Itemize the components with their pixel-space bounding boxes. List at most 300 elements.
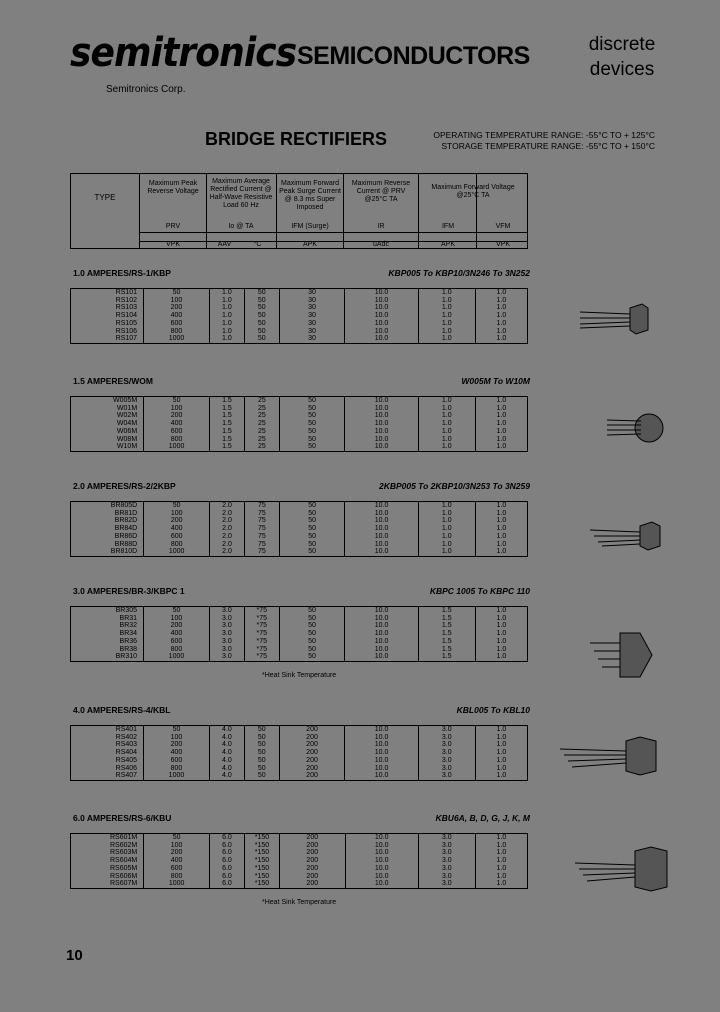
table-cell: 10.0 xyxy=(345,541,418,549)
table-cell: 6.0 xyxy=(209,857,244,865)
table-cell: *75 xyxy=(244,653,279,661)
table-cell: 50 xyxy=(279,533,345,541)
table-cell: 10.0 xyxy=(345,405,418,413)
table-cell: 50 xyxy=(144,834,210,842)
io-header: Maximum Average Rectified Current @ Half-Wave Resistive Load 60 Hz xyxy=(209,178,273,209)
table-cell: 50 xyxy=(244,757,279,765)
table-cell: 800 xyxy=(144,541,210,549)
table-cell: 3.0 xyxy=(418,865,475,873)
table-row xyxy=(71,428,528,436)
table-row xyxy=(71,541,528,549)
table-cell: 3.0 xyxy=(209,607,244,615)
table-cell: 10.0 xyxy=(345,765,418,773)
table-cell: RS606M xyxy=(71,873,144,881)
table-cell: *150 xyxy=(244,842,279,850)
table-cell: 4.0 xyxy=(209,772,244,780)
table-cell: 600 xyxy=(144,533,210,541)
table-cell: RS403 xyxy=(71,741,144,749)
table-cell: RS103 xyxy=(71,304,144,312)
table-cell: RS106 xyxy=(71,328,144,336)
table-cell: 75 xyxy=(245,541,280,549)
table-cell: 75 xyxy=(245,533,280,541)
table-cell: 1.5 xyxy=(210,428,245,436)
table-cell: 1.0 xyxy=(418,335,475,343)
kbu-package-icon xyxy=(575,845,675,895)
table-cell: 1.0 xyxy=(418,397,475,405)
table-row xyxy=(71,607,528,615)
table-row xyxy=(71,741,528,749)
table-cell: 1.0 xyxy=(418,412,475,420)
table-cell: 6.0 xyxy=(209,842,244,850)
table-cell: 10.0 xyxy=(345,646,418,654)
table-cell: 100 xyxy=(144,510,210,518)
section-part-numbers: KBU6A, B, D, G, J, K, M xyxy=(435,813,530,823)
table-cell: 10.0 xyxy=(345,842,418,850)
table-cell: RS406 xyxy=(71,765,144,773)
table-cell: 50 xyxy=(244,726,279,734)
table-cell: 1.0 xyxy=(418,541,475,549)
table-cell: 1.0 xyxy=(475,615,527,623)
table-cell: 600 xyxy=(144,638,210,646)
table-cell: 3.0 xyxy=(209,653,244,661)
table-cell: 200 xyxy=(279,880,345,888)
table-cell: 10.0 xyxy=(345,615,418,623)
table-cell: 50 xyxy=(279,653,345,661)
table-cell: *150 xyxy=(244,834,279,842)
table-cell: 25 xyxy=(244,428,279,436)
section-title: 3.0 AMPERES/BR-3/KBPC 1 xyxy=(73,586,185,596)
table-cell: 100 xyxy=(144,615,210,623)
table-cell: 1.0 xyxy=(475,622,527,630)
table-cell: 2.0 xyxy=(210,517,245,525)
table-cell: 2.0 xyxy=(210,548,245,556)
table-cell: 50 xyxy=(244,328,279,336)
table-cell: 3.0 xyxy=(209,615,244,623)
table-cell: BR34 xyxy=(71,630,144,638)
table-cell: 1.0 xyxy=(418,525,475,533)
devices-line: devices xyxy=(589,59,655,80)
table-row xyxy=(71,622,528,630)
table-cell: RS601M xyxy=(71,834,144,842)
table-cell: 1.5 xyxy=(210,405,245,413)
table-row xyxy=(71,304,528,312)
table-cell: 75 xyxy=(245,517,280,525)
table-cell: 30 xyxy=(279,304,345,312)
table-cell: 25 xyxy=(244,397,279,405)
section-table xyxy=(70,725,528,781)
table-cell: 30 xyxy=(279,328,345,336)
section-table xyxy=(70,501,528,557)
table-cell: 1.0 xyxy=(475,749,527,757)
table-cell: BR310 xyxy=(71,653,144,661)
table-cell: 10.0 xyxy=(345,412,418,420)
table-cell: 10.0 xyxy=(345,630,418,638)
table-cell: RS107 xyxy=(71,335,144,343)
table-cell: 50 xyxy=(244,335,279,343)
table-row xyxy=(71,646,528,654)
table-cell: RS404 xyxy=(71,749,144,757)
table-cell: W005M xyxy=(71,397,144,405)
vf-header: Maximum Forward Voltage @25°C TA xyxy=(431,184,515,199)
table-cell: 200 xyxy=(279,865,345,873)
table-cell: 1000 xyxy=(144,335,210,343)
table-cell: 2.0 xyxy=(210,525,245,533)
table-cell: BR810D xyxy=(71,548,144,556)
discrete-devices-label xyxy=(585,32,659,82)
table-cell: 1.0 xyxy=(475,412,527,420)
unit-vpk: VPK xyxy=(165,241,180,248)
section-part-numbers: 2KBP005 To 2KBP10/3N253 To 3N259 xyxy=(378,481,530,491)
table-row xyxy=(71,638,528,646)
table-cell: 1.0 xyxy=(418,443,475,451)
table-cell: 200 xyxy=(279,857,345,865)
table-cell: 25 xyxy=(244,405,279,413)
table-cell: 10.0 xyxy=(345,428,418,436)
table-cell: 1.5 xyxy=(210,412,245,420)
table-cell: 200 xyxy=(279,765,345,773)
table-cell: BR32 xyxy=(71,622,144,630)
table-cell: 10.0 xyxy=(345,865,418,873)
company-logo: semitronics xyxy=(70,30,297,76)
table-cell: 10.0 xyxy=(345,510,418,518)
table-cell: 3.0 xyxy=(418,873,475,881)
table-cell: 50 xyxy=(244,304,279,312)
table-cell: 50 xyxy=(279,541,345,549)
table-cell: 50 xyxy=(244,734,279,742)
table-cell: 6.0 xyxy=(209,873,244,881)
table-cell: 1.0 xyxy=(475,541,527,549)
table-cell: 1.0 xyxy=(418,533,475,541)
table-cell: 400 xyxy=(144,525,210,533)
table-row xyxy=(71,510,528,518)
table-row xyxy=(71,726,528,734)
section-title: 1.0 AMPERES/RS-1/KBP xyxy=(73,268,171,278)
table-row xyxy=(71,865,528,873)
table-cell: 30 xyxy=(279,335,345,343)
table-cell: 100 xyxy=(144,405,210,413)
table-cell: 200 xyxy=(279,734,345,742)
section-title: 1.5 AMPERES/WOM xyxy=(73,376,153,386)
unit-uadc: uAdc xyxy=(373,241,389,248)
table-cell: 1.5 xyxy=(210,420,245,428)
table-cell: 1.0 xyxy=(209,335,244,343)
table-cell: 200 xyxy=(144,517,210,525)
table-cell: 200 xyxy=(144,304,210,312)
table-row xyxy=(71,436,528,444)
section-title: 2.0 AMPERES/RS-2/2KBP xyxy=(73,481,176,491)
operating-temp: OPERATING TEMPERATURE RANGE: -55°C TO + 125°C xyxy=(433,130,655,140)
table-row xyxy=(71,289,528,297)
table-cell: RS602M xyxy=(71,842,144,850)
table-row xyxy=(71,533,528,541)
table-cell: 1000 xyxy=(144,653,210,661)
table-row xyxy=(71,772,528,780)
table-cell: 3.0 xyxy=(418,741,475,749)
table-cell: 10.0 xyxy=(345,525,418,533)
category-heading: SEMICONDUCTORS xyxy=(297,42,530,70)
table-cell: 30 xyxy=(279,320,345,328)
section-table xyxy=(70,396,528,452)
table-cell: 1.0 xyxy=(418,297,475,305)
table-cell: 10.0 xyxy=(345,312,418,320)
table-cell: 50 xyxy=(244,320,279,328)
table-row xyxy=(71,320,528,328)
table-row xyxy=(71,880,528,888)
table-cell: 400 xyxy=(144,420,210,428)
table-cell: *75 xyxy=(244,607,279,615)
table-cell: 200 xyxy=(279,772,345,780)
section-part-numbers: W005M To W10M xyxy=(461,376,530,386)
table-cell: RS402 xyxy=(71,734,144,742)
table-cell: 3.0 xyxy=(209,638,244,646)
table-cell: 200 xyxy=(144,412,210,420)
table-row xyxy=(71,420,528,428)
table-cell: 10.0 xyxy=(345,320,418,328)
section-table xyxy=(70,833,528,889)
table-cell: 1.0 xyxy=(475,834,527,842)
table-row xyxy=(71,502,528,510)
table-cell: 6.0 xyxy=(209,849,244,857)
table-cell: BR82D xyxy=(71,517,144,525)
table-cell: 3.0 xyxy=(418,772,475,780)
table-cell: 50 xyxy=(244,312,279,320)
table-cell: 10.0 xyxy=(345,335,418,343)
table-row xyxy=(71,873,528,881)
ir-symbol: IR xyxy=(377,223,385,230)
table-cell: 1.0 xyxy=(475,320,527,328)
table-cell: 1.0 xyxy=(475,510,527,518)
table-cell: W02M xyxy=(71,412,144,420)
table-cell: 1.0 xyxy=(475,328,527,336)
table-cell: 1.0 xyxy=(475,428,527,436)
table-cell: 50 xyxy=(144,502,210,510)
table-cell: 50 xyxy=(279,525,345,533)
table-cell: 1.0 xyxy=(475,502,527,510)
table-cell: 100 xyxy=(144,297,210,305)
table-cell: RS105 xyxy=(71,320,144,328)
table-cell: 10.0 xyxy=(345,297,418,305)
table-cell: W06M xyxy=(71,428,144,436)
table-cell: 1.0 xyxy=(418,405,475,413)
table-cell: 4.0 xyxy=(209,734,244,742)
table-cell: 1.0 xyxy=(418,320,475,328)
section-title: 6.0 AMPERES/RS-6/KBU xyxy=(73,813,172,823)
table-row xyxy=(71,335,528,343)
table-row xyxy=(71,412,528,420)
table-row xyxy=(71,842,528,850)
section-note: *Heat Sink Temperature xyxy=(262,898,337,906)
table-cell: 6.0 xyxy=(209,880,244,888)
io-symbol: Io @ TA xyxy=(228,223,254,230)
table-cell: 6.0 xyxy=(209,865,244,873)
table-cell: 3.0 xyxy=(418,757,475,765)
table-row xyxy=(71,834,528,842)
table-cell: 1000 xyxy=(144,772,210,780)
table-cell: 3.0 xyxy=(209,630,244,638)
table-cell: 1.0 xyxy=(475,734,527,742)
table-cell: 30 xyxy=(279,297,345,305)
table-cell: 30 xyxy=(279,312,345,320)
table-cell: 1.0 xyxy=(475,638,527,646)
table-cell: 25 xyxy=(244,436,279,444)
table-cell: 800 xyxy=(144,436,210,444)
table-cell: 1.0 xyxy=(475,880,527,888)
table-cell: 10.0 xyxy=(345,328,418,336)
table-cell: 10.0 xyxy=(345,849,418,857)
vfm-symbol: VFM xyxy=(495,223,511,230)
section-table xyxy=(70,606,528,662)
table-cell: 200 xyxy=(279,726,345,734)
table-cell: 1.0 xyxy=(475,865,527,873)
table-cell: 1.5 xyxy=(418,622,475,630)
table-cell: 1.5 xyxy=(418,646,475,654)
table-cell: 50 xyxy=(279,397,345,405)
table-row xyxy=(71,757,528,765)
table-cell: 1.0 xyxy=(475,335,527,343)
table-cell: RS101 xyxy=(71,289,144,297)
table-cell: 1.0 xyxy=(475,849,527,857)
table-cell: 75 xyxy=(245,525,280,533)
section-part-numbers: KBL005 To KBL10 xyxy=(456,705,530,715)
table-cell: 200 xyxy=(144,741,210,749)
table-cell: 1000 xyxy=(144,548,210,556)
temperature-ranges xyxy=(420,130,655,152)
table-cell: 3.0 xyxy=(418,834,475,842)
table-cell: 10.0 xyxy=(345,880,418,888)
table-cell: RS405 xyxy=(71,757,144,765)
page-title: BRIDGE RECTIFIERS xyxy=(205,129,388,149)
table-cell: 1.0 xyxy=(418,420,475,428)
unit-apk: APK xyxy=(302,241,317,248)
br3-package-icon xyxy=(590,625,670,685)
table-cell: RS607M xyxy=(71,880,144,888)
table-cell: RS401 xyxy=(71,726,144,734)
table-cell: 400 xyxy=(144,312,210,320)
table-cell: 3.0 xyxy=(418,849,475,857)
table-cell: 50 xyxy=(279,502,345,510)
table-cell: 25 xyxy=(244,420,279,428)
table-cell: 1.5 xyxy=(210,397,245,405)
table-cell: 50 xyxy=(244,297,279,305)
table-cell: *150 xyxy=(244,880,279,888)
table-cell: 50 xyxy=(144,289,210,297)
table-cell: 1000 xyxy=(144,880,210,888)
table-row xyxy=(71,525,528,533)
page-number: 10 xyxy=(66,947,83,964)
ifm2-symbol: IFM xyxy=(441,223,455,230)
table-cell: 1.5 xyxy=(418,615,475,623)
table-cell: *150 xyxy=(244,857,279,865)
table-cell: RS604M xyxy=(71,857,144,865)
table-cell: *150 xyxy=(244,865,279,873)
table-cell: BR88D xyxy=(71,541,144,549)
section-part-numbers: KBP005 To KBP10/3N246 To 3N252 xyxy=(388,268,530,278)
table-cell: 6.0 xyxy=(209,834,244,842)
table-cell: 10.0 xyxy=(345,517,418,525)
table-cell: 50 xyxy=(279,548,345,556)
table-cell: 1.0 xyxy=(475,772,527,780)
table-cell: 1.5 xyxy=(418,653,475,661)
wom-package-icon xyxy=(605,408,675,448)
table-cell: 4.0 xyxy=(209,726,244,734)
table-cell: BR36 xyxy=(71,638,144,646)
table-cell: 800 xyxy=(144,646,210,654)
table-cell: 10.0 xyxy=(345,653,418,661)
table-cell: 50 xyxy=(244,749,279,757)
table-cell: RS102 xyxy=(71,297,144,305)
table-cell: 1.0 xyxy=(418,428,475,436)
table-cell: 1.0 xyxy=(209,312,244,320)
table-cell: 400 xyxy=(144,749,210,757)
table-cell: 25 xyxy=(244,412,279,420)
table-cell: 3.0 xyxy=(418,749,475,757)
table-cell: 400 xyxy=(144,857,210,865)
table-cell: 4.0 xyxy=(209,749,244,757)
table-cell: RS603M xyxy=(71,849,144,857)
table-cell: 1.0 xyxy=(475,646,527,654)
table-cell: 400 xyxy=(144,630,210,638)
section-table xyxy=(70,288,528,344)
table-cell: 10.0 xyxy=(345,638,418,646)
table-cell: 50 xyxy=(279,443,345,451)
table-row xyxy=(71,734,528,742)
unit-c: °C xyxy=(253,241,262,248)
prv-header: Maximum Peak Reverse Voltage xyxy=(147,180,199,195)
table-cell: 50 xyxy=(144,607,210,615)
table-cell: 1.0 xyxy=(418,548,475,556)
table-cell: W01M xyxy=(71,405,144,413)
table-cell: 30 xyxy=(279,289,345,297)
table-cell: 10.0 xyxy=(345,533,418,541)
table-cell: 10.0 xyxy=(345,757,418,765)
table-cell: 50 xyxy=(279,510,345,518)
table-cell: RS605M xyxy=(71,865,144,873)
table-cell: 2.0 xyxy=(210,541,245,549)
unit-vpk2: VPK xyxy=(495,241,510,248)
table-cell: 100 xyxy=(144,734,210,742)
table-cell: 1.0 xyxy=(475,765,527,773)
table-cell: 75 xyxy=(245,502,280,510)
table-cell: 1.0 xyxy=(475,517,527,525)
kbp-package-icon xyxy=(580,300,670,340)
table-row xyxy=(71,297,528,305)
table-cell: 1.5 xyxy=(418,638,475,646)
table-cell: W04M xyxy=(71,420,144,428)
table-cell: 200 xyxy=(279,757,345,765)
table-row xyxy=(71,765,528,773)
table-cell: 1.0 xyxy=(475,297,527,305)
table-cell: 50 xyxy=(279,638,345,646)
table-cell: 50 xyxy=(279,646,345,654)
table-cell: 2.0 xyxy=(210,533,245,541)
table-cell: RS407 xyxy=(71,772,144,780)
table-cell: 10.0 xyxy=(345,834,418,842)
table-cell: 50 xyxy=(279,436,345,444)
table-cell: 50 xyxy=(279,428,345,436)
discrete-line: discrete xyxy=(588,34,656,55)
section-part-numbers: KBPC 1005 To KBPC 110 xyxy=(429,586,530,596)
table-cell: 10.0 xyxy=(345,622,418,630)
table-cell: 10.0 xyxy=(345,749,418,757)
table-cell: 1.0 xyxy=(418,328,475,336)
table-cell: 50 xyxy=(279,622,345,630)
table-cell: BR81D xyxy=(71,510,144,518)
table-cell: 3.0 xyxy=(209,646,244,654)
table-cell: 1.0 xyxy=(418,436,475,444)
table-cell: 1.0 xyxy=(475,443,527,451)
table-cell: 10.0 xyxy=(345,548,418,556)
table-cell: 3.0 xyxy=(418,765,475,773)
